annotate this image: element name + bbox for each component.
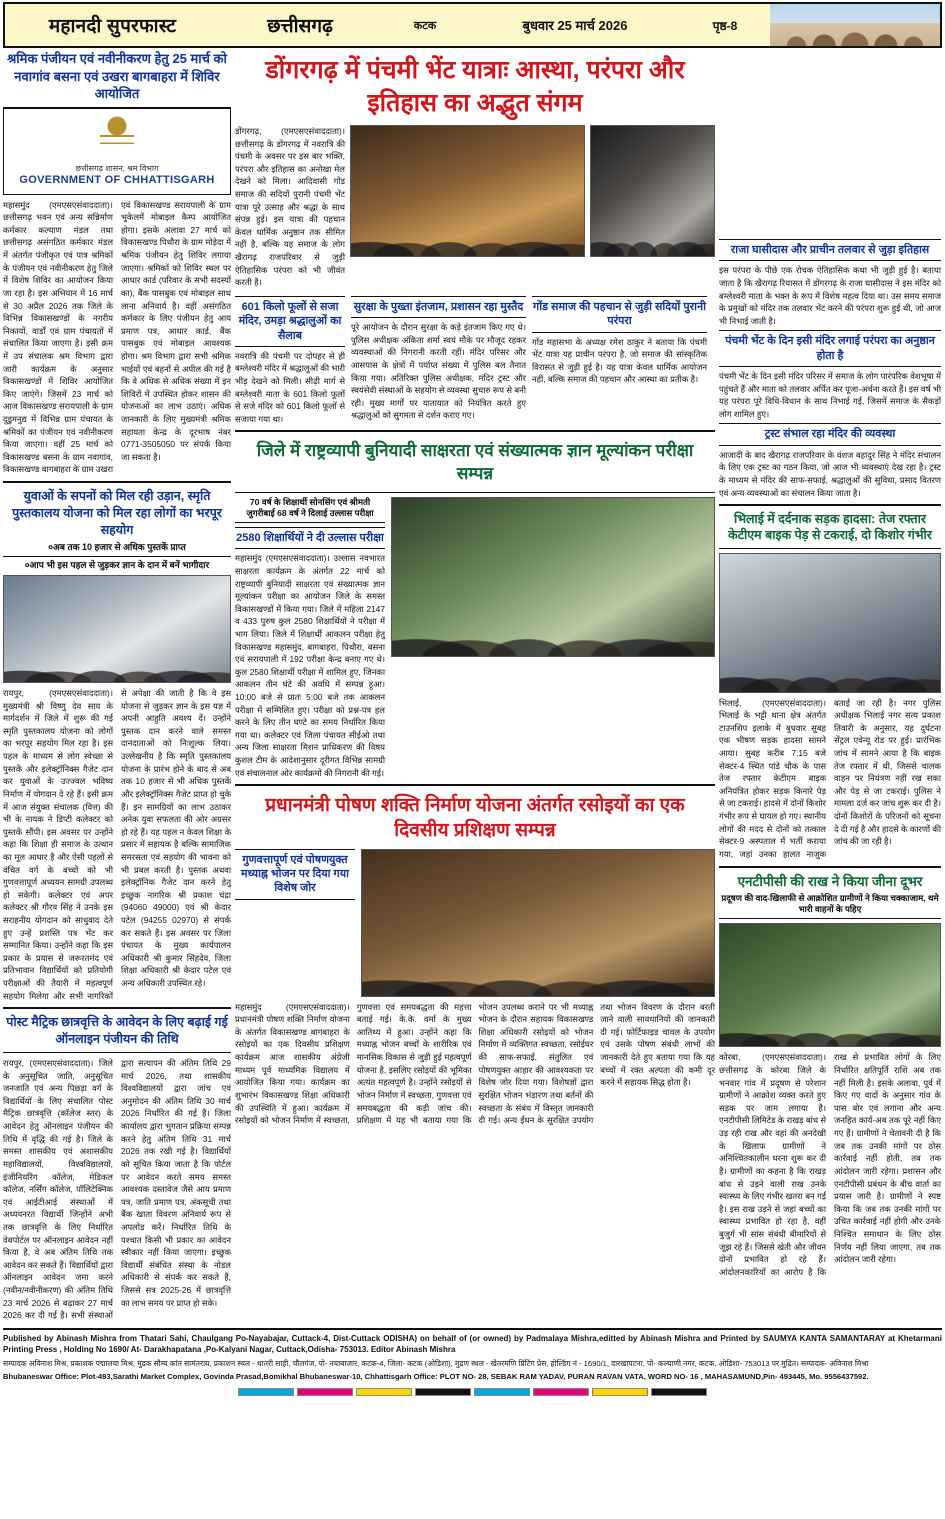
subhead-books-count: ०अब तक 10 हजार से अधिक पुस्तकें प्राप्त (3, 542, 231, 558)
article-body-ntpc: कोरबा, (एमएसएसंवाददाता)। छत्तीसगढ़ के कोरबा जिले के भनवार गांव में प्रदूषण से परेशान ग्रामीणों ने आक्रोश व्यक्त करते हुए सड़क पर जाम लगाया है। एनटीपीसी लिमिटेड के राखड़ बांध से उड़ रही राख और वहां की अनदेखी के खिलाफ ग्रामीणों ने अनिश्चितकालीन धरना शुरू कर दी है। ग्रामीणों का कहना है कि राखड़ बांध से उड़ने वाली राख उनके स्वास्थ्य के लिए गंभीर खतरा बन गई है। इस राख उड़ने से जहां बच्चों का स्वास्थ्य प्रभावित हो रहा है, वहीं बुजुर्ग भी सांस संबंधी बीमारियों से जूझ रहे हैं। जिससे खेती और जीवन दोनों प्रभावित हो रहे हैं। आंदोलनकारियों का आरोप है कि राख से प्रभावित लोगों के लिए निर्धारित क्षतिपूर्ति राशि अब तक नहीं मिली है। इसके अलावा, पूर्व में किए गए वादों के अनुसार गांव के पास बोर एवं लगाना और अन्य जनहित कार्य-अब तक पूरे नहीं किए गए हैं। ग्रामीणों ने चेतावनी दी है कि जब तक उनकी मांगों पर ठोस कार्रवाई नहीं होती, तब तक आंदोलन जारी रहेगा। प्रशासन और एनटीपीसी प्रबंधन के बीच वार्ता का प्रयास जारी है। ग्रामीणों ने स्पष्ट किया कि जब तक उनकी मांगों पर उचित कार्रवाई नहीं होगी और उनके निश्चित समाधान के लिए ठोस निर्णय नहीं लिया जाएगा, तब तक आंदोलन जारी रहेगा। (719, 1052, 941, 1277)
photo-temple-aarti (350, 125, 585, 257)
masthead-title-mid: छत्तीसगढ़ (267, 16, 333, 37)
article-body-panchami: पंचमी भेंट के दिन इसी मंदिर परिसर में समाज के लोग पारंपरिक वेशभूषा में पहुंचते हैं और माता को तलवार अर्पित कर पूजा-अर्चना करते हैं। इस वर्ष भी यह परंपरा पूरे विधि-विधान के साथ निभाई गई, जिसमें समाज के सैकड़ों लोग शामिल हुए। (719, 370, 941, 419)
masthead-page-number: पृष्ठ-8 (712, 18, 738, 33)
article-body-dongargarh-col1: डोंगरगढ़, (एमएसएसंवाददाता)। छत्तीसगढ़ के डोंगरगढ़ में नवरात्रि की पंचमी के अवसर पर इस बार भक्ति, परंपरा और इतिहास का अनोखा मेल देखने को मिला। आदिवासी गोंड समाज की सदियों पुरानी पंचमी भेंट यात्रा पूरे उत्साह और श्रद्धा के साथ संपन्न हुई। इस यात्रा की पहचान केवल धार्मिक अनुष्ठान तक सीमित नहीं है, बल्कि यह समाज के लोग खैरागढ़ राजपरिवार से जुड़ी ऐतिहासिक परंपरा को भी जीवंत करती है। (235, 126, 345, 288)
headline-smriti-pustakalaya: युवाओं के सपनों को मिल रही उड़ान, स्मृति पुस्तकालय योजना को मिल रहा लोगों का भरपूर सहयोग (12, 489, 222, 537)
photo-book-donation (3, 575, 231, 683)
article-body-flowers: नवरात्रि की पंचमी पर दोपहर से ही बम्लेश्वरी मंदिर में श्रद्धालुओं की भारी भीड़ देखने को मिली। सीढ़ी मार्ग से बम्लेश्वरी माता के 601 किलो फूलों से सजे मंदिर को 601 किलो फूलों से सजाया गया था। (235, 350, 346, 424)
colorbar-yellow-2 (592, 1388, 648, 1396)
masthead-title-left: महानदी सुपरफास्ट (48, 16, 177, 37)
article-body-shramik: महासमुंद (एमएसएसंवाददाता)। छत्तीसगढ़ भवन एवं अन्य सन्निर्माण कर्मकार कल्याण मंडल तथा छत्तीसगढ़ असंगठित कर्मकार मंडल में अंतर्गत पंजीकृत एवं पात्र श्रमिकों के पंजीयन एवं नवीनीकरण हेतु जिले में विशेष शिविर का आयोजन किया जा रहा है। इस अभियान में 16 मार्च से 30 अप्रैल 2026 तक जिले के विभिन्न विकासखण्डों के नगरीय निकायों, वार्डों एवं ग्राम पंचायतों में संचालित किया जाएगा है। इसी क्रम में उप संचालक श्रम विभाग द्वारा जारी कार्यक्रम के अनुसार विकासखण्डों में शिविर आयोजित किए जाएंगे। जिसमें 23 मार्च को आज विकासखण्ड सरायपाली के ग्राम दुडुमनुद्य में विभिन्न ग्राम पंचायत के श्रमिकों का पंजीयन एवं नवीनीकरण किया जाएगा। वहीं 25 मार्च को विकासखण्ड बसना के ग्राम नवागांव, विकासखण्ड बागबाहरा के ग्राम उखरा एवं विकासखण्ड सरायपाली के ग्राम भुकेलमें मोबाइल कैम्प आयोजित होगा। इसके अलावा 27 मार्च को विकासखण्ड पिथौरा के ग्राम मोड़ेदा में श्रमिक पंजीयन हेतु शिविर लगाया जाएगा। श्रमिकों को शिविर स्थल पर आधार कार्ड (परिवार के सभी सदस्यों का), बैंक पासबुक एवं मोबाइल साथ लाना अनिवार्य है। वहीं असंगठित कर्मकार के लिए पंजीयन हेतु आय प्रमाण पत्र, आधार कार्ड, बैंक पासबुक एवं मोबाइल आवश्यक होगा। श्रम विभाग द्वारा सभी श्रमिक भाईयों एवं बहनों से अपील की गई है कि वे अधिक से अधिक संख्या में इन शिविरों में उपस्थित होकर शासन की योजनाओं का लाभ उठाएं। अधिक जानकारी के लिए मुख्यमंत्री श्रमिक सहायता केन्द्र के दूरभाष नंबर 0771-3505050 पर संपर्क किया जा सकता है। (3, 199, 231, 475)
colorbar-yellow (356, 1388, 412, 1396)
headline-bhilai-accident: भिलाई में दर्दनाक सड़क हादसा: तेज रफ्तार केटीएम बाइक पेड़ से टकराई, दो किशोर गंभीर (719, 511, 941, 549)
photo-exam-hall (391, 497, 715, 657)
photo-training-program (361, 849, 715, 997)
article-body-security: पूरे आयोजन के दौरान सुरक्षा के कड़े इंतजाम किए गए थे। पुलिस अधीक्षक अंकिता शर्मा स्वयं मौके पर मौजूद रहकर व्यवस्थाओं की निगरानी करती रहीं। मंदिर परिसर और आसपास के क्षेत्रों में पर्याप्त संख्या में पुलिस बल तैनात किया गया। अतिरिक्त पुलिस अधीक्षक, मंदिर ट्रस्ट और स्वयंसेवी संस्थाओं के सहयोग से व्यवस्था सुचारु रूप से बनी रही। मुख्य मार्गों पर यातायात को नियंत्रित करते हुए श्रद्धालुओं को सुगमता से दर्शन कराए गए। (351, 322, 526, 421)
article-body-gond: गोंड महासभा के अध्यक्ष रमेश ठाकुर ने बताया कि पंचमी भेंट यात्रा यह प्राचीन परंपरा है, जो समाज की सांस्कृतिक विरासत से जुड़ी हुई है। यह यात्रा केवल धार्मिक आयोजन नहीं, बल्कि समाज की पहचान और आस्था का प्रतीक है। (532, 336, 707, 385)
main-headline: डोंगरगढ़ में पंचमी भेंट यात्राः आस्था, परंपरा और इतिहास का अद्भुत संगम (265, 56, 685, 117)
print-registration-colorbars (3, 1384, 942, 1402)
subhead-join-initiative: ०आप भी इस पहल से जुड़कर ज्ञान के दान में बनें भागीदार (24, 560, 210, 571)
gov-name-label: GOVERNMENT OF CHHATTISGARH (19, 173, 215, 186)
headline-saksharta-pariksha: जिले में राष्ट्रव्यापी बुनियादी साक्षरता एवं संख्यात्मक ज्ञान मूल्यांकन परीक्षा सम्पन्न (256, 441, 694, 483)
subhead-raja-ghasidas: राजा घासीदास और प्राचीन तलवार से जुड़ा इतिहास (719, 239, 941, 261)
colorbar-magenta-2 (533, 1388, 589, 1396)
left-column (3, 50, 231, 1322)
footer-line-offices: Bhubaneswar Office: Plot-493,Sarathi Market Complex, Govinda Prasad,Bomikhal Bhubaneswar-10, Chhattisgarh Office: PLOT NO- 28, SEBAK RAM YADAV, PURAN RAVAN VATA, WORD NO- 16 , MAHASAMUND,Pin- 493445, Mo. 9556437592. (3, 1372, 869, 1382)
photo-accident-scene (719, 553, 941, 693)
article-body-poshan: महासमुंद (एमएसएसंवाददाता)। प्रधानमंत्री पोषण शक्ति निर्माण योजना के अंतर्गत विकासखण्ड बागबाहरा के रसोइयों का एक दिवसीय प्रशिक्षण कार्यक्रम आज शासकीय अंग्रेजी माध्यम पूर्व माध्यमिक विद्यालय में आयोजित किया गया। कार्यक्रम का शुभारंभ विकासखण्ड शिक्षा अधिकारी की उपस्थिति में हुआ। कार्यक्रम में रसोइयों को भोजन निर्माण में स्वच्छता, गुणवत्ता एवं समयबद्धता की महत्ता बताई गई। के.के. वर्मा के मुख्य आतिथ्य में हुआ। उन्होंने कहा कि मध्याह्न भोजन बच्चों के शारीरिक एवं मानसिक विकास से जुड़ी हुई महत्वपूर्ण योजना है, इसलिए रसोइयों की भूमिका अत्यंत महत्वपूर्ण है। उन्होंने रसोइयों से भोजन निर्माण में स्वच्छता, गुणवत्ता एवं समयबद्धता की कड़ी जांच की। प्रशिक्षण में यह भी बताया गया कि भोजन उपलब्ध कराने पर भी मध्याह्न भोजन के दौरान सहायक विकासखण्ड शिक्षा अधिकारी रसोइयों को भोजन निर्माण में व्यक्तिगत स्वच्छता, रसोईघर की साफ-सफाई, संतुलित एवं पोषणयुक्त आहार की आवश्यकता पर विशेष जोर दिया गया। विशेषज्ञों द्वारा सुरक्षित भोजन भंडारण तथा बर्तनों की स्वच्छता के संबंध में विस्तृत जानकारी दी गई। अन्य ईंधन के सुरक्षित उपयोग तथा भोजन विवरण के दौरान बरती जाने वाली सावधानियों की जानकारी दी गई। फोर्टिफाइड चावल के उपयोग एवं उसके पोषण संबंधी लाभों की जानकारी देते हुए बताया गया कि यह बच्चों में रक्त अल्पता की कमी दूर करने में सहायक सिद्ध होता है। (235, 1001, 715, 1126)
masthead-city: कटक (413, 19, 437, 32)
masthead (3, 2, 942, 48)
subhead-trust-management: ट्रस्ट संभाल रहा मंदिर की व्यवस्था (719, 423, 941, 445)
masthead-date: बुधवार 25 मार्च 2026 (522, 18, 628, 33)
article-body-trust: आजादी के बाद खैरागढ़ राजपरिवार के वंशज बहादुर सिंह ने मंदिर संचालन के लिए एक ट्रस्ट का गठन किया, जो आज भी व्यवस्थाएं देख रहा है। ट्रस्ट के माध्यम से मंदिर की साफ-सफाई, श्रद्धालुओं की सुविधा, प्रसाद वितरण एवं अन्य व्यवस्थाओं का संचालन किया जाता है। (719, 449, 941, 498)
colorbar-cyan-2 (474, 1388, 530, 1396)
colorbar-black-2 (651, 1388, 707, 1396)
headline-shramik-shivir: श्रमिक पंजीयन एवं नवीनीकरण हेतु 25 मार्च को नवागांव बसना एवं उखरा बागबाहरा में शिविर आयोजित (3, 50, 231, 108)
photo-protest-villagers (719, 923, 941, 1047)
gov-dept-label: छत्तीसगढ़ शासन, श्रम विभाग (75, 163, 159, 173)
subhead-elderly-learners: 70 वर्ष के शिक्षार्थी सोनसिंग एवं श्रीमती जुगरीबाई 68 वर्ष ने दिलाई उल्लास परीक्षा (235, 497, 385, 523)
subhead-gond-tradition: गोंड समाज की पहचान से जुड़ी सदियों पुरानी परंपरा (532, 296, 707, 333)
newspaper-page (0, 2, 945, 1402)
middle-column (235, 50, 715, 1322)
colorbar-black (415, 1388, 471, 1396)
headline-ntpc-ash: एनटीपीसी की राख ने किया जीना दूभर (737, 873, 923, 889)
masthead-temple-image (770, 4, 940, 46)
subhead-quality-nutrition: गुणवत्तापूर्ण एवं पोषणयुक्त मध्याह्न भोजन पर दिया गया विशेष जोर (235, 849, 355, 900)
article-body-saksharta-lead: महासमुंद (एमएसएसंवाददाता)। उल्लास नवभारत साक्षरता कार्यक्रम के अंतर्गत 22 मार्च को राष्ट्रव्यापी बुनियादी साक्षरता एवं संख्यात्मक ज्ञान मूल्यांकन परीक्षा का आयोजन जिले के समस्त विकासखण्डों में किया गया। जिले में महिला 2147 व 433 पुरुष कुल 2580 शिक्षार्थियों ने परीक्षा में भाग लिया। जिले में शिक्षार्थी आकलन परीक्षा हेतु विकासखण्ड महासमुंद, बागबाहरा, पिथौरा, बसना एवं सरायपाली में 192 परीक्षा केन्द्र बनाए गए थे। कुल 2580 शिक्षार्थी परीक्षा में शामिल हुए, जिनका आकलन तीन घंटे की अवधि में सम्पन्न हुआ। 10:00 बजे से प्रातः 5:00 बजे तक आकलन परीक्षा में सम्मिलित हुए। परीक्षा को प्रश्न-पत्र हल करने के लिए तीन घण्टे का समय निर्धारित किया गया था। कलेक्टर एवं जिला पंचायत सीईओ तथा अन्य जिला साक्षरता मिशन प्राधिकरण की विषय कुशल टीम के आदेशानुसार दूरीगत विभिन्न सामग्री एवं संचालनाल ओर कार्यक्रमों की निगरानी की गई। (235, 553, 385, 778)
article-body-pustakalaya: रायपुर, (एमएसएसंवाददाता)। मुख्यमंत्री श्री विष्णु देव साय के मार्गदर्शन में जिले में शुरू की गई स्मृति पुस्तकालय योजना को लोगों का भरपूर सहयोग मिल रहा है। इस पहल के माध्यम से लोग स्वेच्छा से पुस्तकें और इलेक्ट्रॉनिक्स गैजेट दान कर युवाओं के उज्ज्वल भविष्य निर्माण में योगदान दे रहे हैं। इसी क्रम में आज संयुक्त संचालक (वित्त) की भी के नायक ने डिप्टी कलेक्टर को पुस्तकें सौंपी। इस अवसर पर उन्होंने कहा कि शिक्षा ही समाज के उत्थान का मूल आधार है और ऐसी पहलों से वंचित वर्ग के बच्चों को भी गुणवत्तापूर्ण अध्ययन सामग्री उपलब्ध हो सकेगी। कलेक्टर एवं अपर कलेक्टर श्री गौरव सिंह ने उनके इस सराहनीय योगदान को साधुवाद देते हुए उन्हें प्रशस्ति पत्र भेंट कर सम्मानित किया। उन्होंने कहा कि इस प्रकार के प्रयास से जरूरतमंद एवं प्रतिभावान विद्यार्थियों को प्रतियोगी परीक्षाओं की तैयारी में महत्वपूर्ण सहयोग मिलेगा और सभी नागरिकों से अपेक्षा की जाती है कि वे इस योजना से जुड़कर ज्ञान के इस यज्ञ में अपनी आहुति अवश्य दें। उन्होंने पुस्तक दान करने वाले समस्त दानदाताओं को निःशुल्क लिया। उल्लेखनीय है कि स्मृति पुस्तकालय योजना के प्रारंभ होने के बाद से अब तक 10 हजार से भी अधिक पुस्तकें और इलेक्ट्रॉनिक्स गैजेट प्राप्त हो चुके हैं। इन सामग्रियों का लाभ उठाकर अनेक युवा सफलता की ओर अग्रसर हो रहे हैं। यह पहल न केवल शिक्षा के प्रसार में सहायक है बल्कि सामाजिक समरसता एवं सहयोग की भावना को भी प्रबल करती है। पुस्तक अथवा इलेक्ट्रॉनिक गैजेट दान करने हेतु इच्छुक नागरिक श्री प्रकाश चंद्रा (94060 49000) एवं श्री केदार पटेल (94255 02970) से संपर्क कर सकते हैं। इस अवसर पर जिला पंचायत के मुख्य कार्यपालन अधिकारी श्री कुमार सिंहदेव, जिला शिक्षा अधिकारी श्री केदार पटेल एवं अन्य अधिकारी उपस्थित रहे। (3, 688, 231, 1001)
colorbar-cyan (238, 1388, 294, 1396)
headline-poshan-shakti: प्रधानमंत्री पोषण शक्ति निर्माण योजना अंतर्गत रसोइयों का एक दिवसीय प्रशिक्षण सम्पन्न (265, 795, 685, 841)
colorbar-magenta (297, 1388, 353, 1396)
footer-imprint (3, 1328, 942, 1402)
subhead-security: सुरक्षा के पुख्ता इंतजाम, प्रशासन रहा मुस्तैद (351, 296, 526, 318)
government-emblem-box (3, 108, 231, 195)
footer-line-hindi: सम्पादक अविनाश मिश्र, प्रकाशक पद्मालया मिश्र, मुद्रक सौम्य कांत सामंतराय, प्रकाशन स्थल - थातरी साही, चौलगंज, पो- नयाबाजार, कटक-4, जिला- कटक (ओडिशा), मुद्रण स्थल - खेतरमणि प्रिंटिंग प्रेस, होल्डिंग नं - 1690/1, दारखापटना, पो- कल्याणी नगर, कटक, ओडिशा- 753013 पर मुद्रित। सम्पादक- अविनाश मिश्रा (3, 1359, 869, 1369)
subhead-chakkajam: प्रदूषण की वाद-खिलाफी से आक्रोशित ग्रामीणों ने किया चक्काजाम, थमे भारी वाहनों के पहिए (719, 890, 941, 919)
article-body-history: इस परंपरा के पीछे एक रोचक ऐतिहासिक कथा भी जुड़ी हुई है। बताया जाता है कि खैरागढ़ रियासत में डोंगरगढ़ के राजा घासीदास ने इस मंदिर को बम्लेश्वरी माता के भक्त के रूप में विशेष महत्व दिया था। उस समय समाज के प्रमुखों को मंदिर तक तलवार भेंट करने की परंपरा शुरू हुई थी, जो आज भी निभाई जाती है। (719, 265, 941, 326)
right-column (719, 50, 941, 1322)
article-body-post-matric: रायपुर, (एमएसएसंवाददाता)। जिले के अनुसूचित जाति, अनुसूचित जनजाति एवं अन्य पिछड़ा वर्ग के विद्यार्थियों के लिए संचालित पोस्ट मैट्रिक छात्रवृत्ति (कॉलेज स्तर) के आवेदन हेतु ऑनलाइन पंजीयन की तिथि में वृद्धि की गई है। जिले के समस्त शासकीय एवं अशासकीय महाविद्यालयों, विश्वविद्यालयों, इंजीनियरिंग कॉलेज, मेडिकल कॉलेज, नर्सिंग कॉलेज, पॉलिटेक्निक एवं आईटीआई संस्थाओं में अध्ययनरत विद्यार्थी जिन्होंने अभी तक छात्रवृत्ति के लिए निर्धारित वेबपोर्टल पर ऑनलाइन आवेदन नहीं किया है, वे अब अंतिम तिथि तक आवेदन कर सकते हैं। विद्यार्थियों द्वारा ऑनलाइन आवेदन जमा करने (नवीन/नवीनीकरण) की अंतिम तिथि 23 मार्च 2026 से बढ़ाकर 27 मार्च 2026 कर दी गई है। सभी संस्थाओं द्वारा सत्यापन की अंतिम तिथि 29 मार्च 2026, तथा शासकीय विश्वविद्यालयों द्वारा जांच एवं अनुमोदन की अंतिम तिथि 30 मार्च 2026 निर्धारित की गई है। जिला कार्यालय द्वारा भुगतान प्रक्रिया सम्पन्न करने हेतु अंतिम तिथि 31 मार्च 2026 तक रखी गई है। विद्यार्थियों को सूचित किया जाता है कि पोर्टल पर आवेदन करते समय समस्त आवश्यक दस्तावेज जैसे आय प्रमाण पत्र, जाति प्रमाण पत्र, अंकसूची तथा बैंक खाता विवरण अनिवार्य रूप से अपलोड करें। निर्धारित तिथि के पश्चात किसी भी प्रकार का आवेदन स्वीकार नहीं किया जाएगा। इच्छुक विद्यार्थी संबंधित संस्था के नोडल अधिकारी से संपर्क कर सकते हैं, जिससे सत्र 2025-26 में छात्रवृत्ति का लाभ समय पर प्राप्त हो सके। (3, 1058, 231, 1321)
subhead-panchami-bhent: पंचमी भेंट के दिन इसी मंदिर लगाई परंपरा का अनुष्ठान होता है (719, 330, 941, 367)
footer-line-publisher: Published by Abinash Mishra from Thatari Sahi, Chaulgang Po-Nayabajar, Cuttack-4, Dist-Cuttack ODISHA) on behalf of (or owned) by Padmalaya Mishra,editted by Abinash Mishra and Printed by SAUMYA KANTA SAMANTARAY at Khetarmani Printing Press , Holding No 1690/ At- Darakhapatana ,Po-Kalyani Nagar, Cuttack,Odisha- 753013. Editor Abinash Mishra (3, 1333, 942, 1355)
article-body-accident: भिलाई, (एमएसएसंवाददाता)। भिलाई के भट्टी थाना क्षेत्र अंतर्गत टाउनशिप इलाके में बुधवार सुबह एक भीषण सड़क हादसा सामने आया। सुबह करीब 7:15 बजे सेक्टर-4 स्थित पांडे चौक के पास तेज रफ्तार केटीएम बाइक अनियंत्रित होकर सड़क किनारे पेड़ से जा टकराई। हादसे में दोनों किशोर गंभीर रूप से घायल हो गए। स्थानीय लोगों की मदद से दोनों को तत्काल सेक्टर-9 अस्पताल में भर्ती कराया गया, जहां उनका हालत नाजुक बताई जा रही है। नगर पुलिस अधीक्षक भिलाई नगर सत्य प्रकाश तिवारी के अनुसार, यह दुर्घटना सेंट्रल एवेन्यू रोड पर हुई। प्रारंभिक जांच में सामने आया है कि बाइक तेज रफ्तार में थी, जिससे चालक वाहन पर नियंत्रण नहीं रख सका और पेड़ से जा टकराई। पुलिस ने मामला दर्ज कर जांच शुरू कर दी है। दोनों किशोरों के परिजनों को सूचना दे दी गई है और हादसे के कारणों की जांच की जा रही है। (719, 697, 941, 859)
state-emblem-icon (100, 115, 134, 161)
photo-sword-offering (590, 125, 715, 257)
subhead-601kg-flowers: 601 किलो फूलों से सजा मंदिर, उमड़ा श्रद्धालुओं का सैलाब (235, 296, 345, 347)
headline-post-matric: पोस्ट मैट्रिक छात्रवृत्ति के आवेदन के लिए बढ़ाई गई ऑनलाइन पंजीयन की तिथि (3, 1014, 231, 1053)
subhead-2580-learners: 2580 शिक्षार्थियों ने दी उल्लास परीक्षा (235, 527, 385, 549)
